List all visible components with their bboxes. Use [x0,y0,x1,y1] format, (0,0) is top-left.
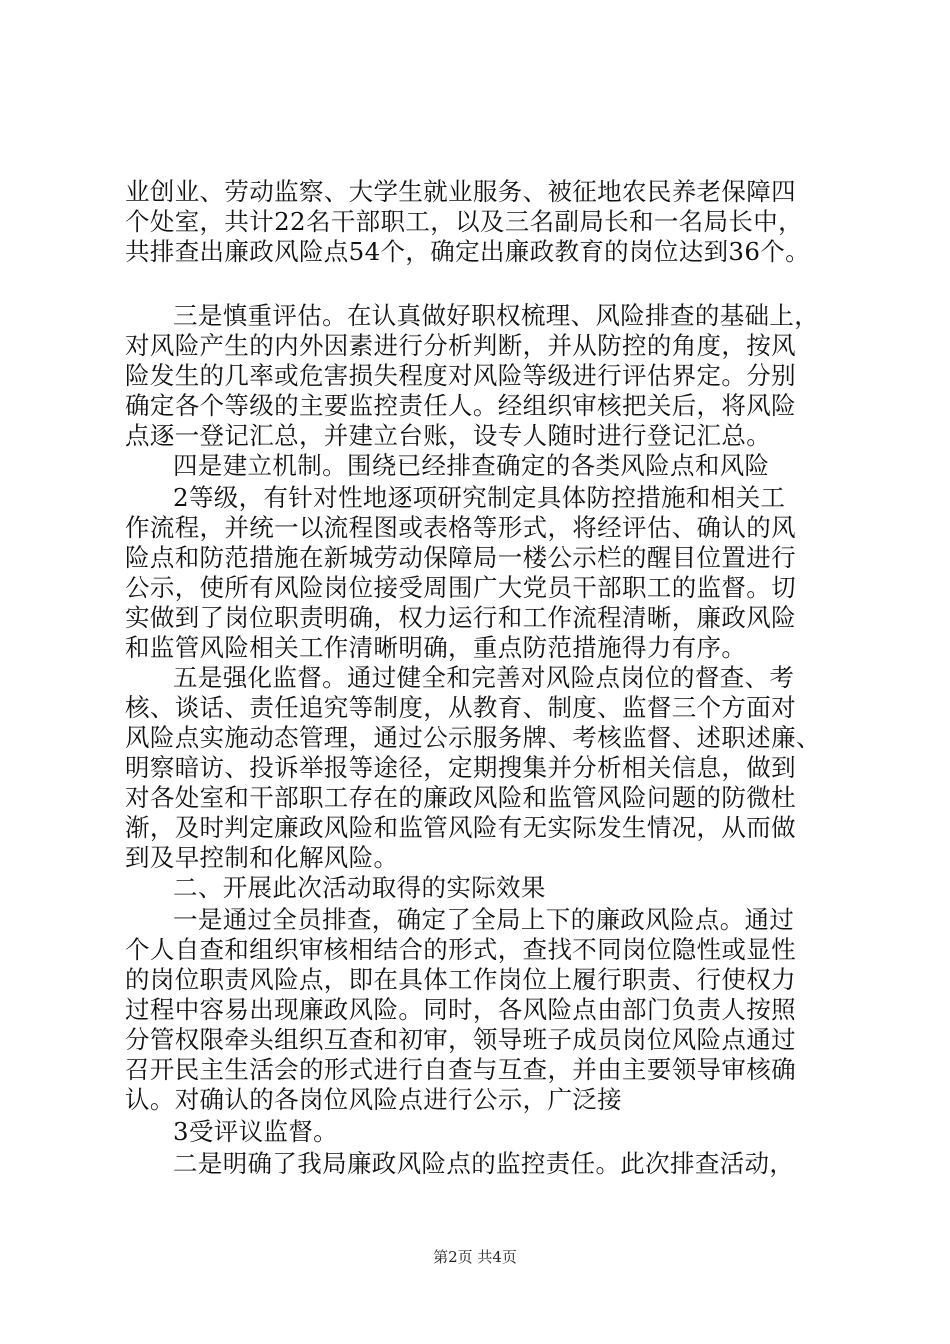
text-line: 个人自查和组织审核相结合的形式，查找不同岗位隐性或显性 [125,935,796,964]
text-line: 确定各个等级的主要监控责任人。经组织审核把关后，将风险 [125,391,796,420]
text-line: 认。对确认的各岗位风险点进行公示，广泛接 [125,1085,622,1114]
text-line: 险发生的几率或危害损失程度对风险等级进行评估界定。分别 [125,361,796,390]
text-line: 共排查出廉政风险点54个，确定出廉政教育的岗位达到36个。 [125,237,810,266]
text-line: 公示，使所有风险岗位接受周围广大党员干部职工的监督。切 [125,573,796,602]
text-line: 对各处室和干部职工存在的廉政风险和监管风险问题的防微杜 [125,783,796,812]
text-line: 作流程，并统一以流程图或表格等形式，将经评估、确认的风 [125,513,796,542]
text-line: 核、谈话、责任追究等制度，从教育、制度、监督三个方面对 [125,693,796,722]
text-line: 明察暗访、投诉举报等途径，定期搜集并分析相关信息，做到 [125,753,796,782]
text-line: 渐，及时判定廉政风险和监管风险有无实际发生情况，从而做 [125,813,796,842]
section-heading: 二、开展此次活动取得的实际效果 [173,873,546,902]
text-line: 到及早控制和化解风险。 [125,843,399,872]
text-line: 分管权限牵头组织互查和初审，领导班子成员岗位风险点通过 [125,1025,796,1054]
text-line: 的岗位职责风险点，即在具体工作岗位上履行职责、行使权力 [125,965,796,994]
text-line: 险点和防范措施在新城劳动保障局一楼公示栏的醒目位置进行 [125,543,796,572]
text-line: 二是明确了我局廉政风险点的监控责任。此次排查活动， [173,1149,795,1178]
text-line: 一是通过全员排查，确定了全局上下的廉政风险点。通过 [173,905,795,934]
text-line: 3受评议监督。 [173,1117,339,1146]
text-line: 业创业、劳动监察、大学生就业服务、被征地农民养老保障四 [125,177,796,206]
text-line: 召开民主生活会的形式进行自查与互查，并由主要领导审核确 [125,1055,796,1084]
text-line: 四是建立机制。围绕已经排查确定的各类风险点和风险 [173,451,770,480]
text-line: 三是慎重评估。在认真做好职权梳理、风险排查的基础上， [173,301,820,330]
text-line: 个处室，共计22名干部职工，以及三名副局长和一名局长中， [125,207,803,236]
text-line: 五是强化监督。通过健全和完善对风险点岗位的督查、考 [173,663,795,692]
text-line: 过程中容易出现廉政风险。同时，各风险点由部门负责人按照 [125,995,796,1024]
text-line: 和监管风险相关工作清晰明确，重点防范措施得力有序。 [125,633,747,662]
text-line: 2等级，有针对性地逐项研究制定具体防控措施和相关工 [173,483,786,512]
text-line: 实做到了岗位职责明确，权力运行和工作流程清晰，廉政风险 [125,603,796,632]
text-line: 风险点实施动态管理，通过公示服务牌、考核监督、述职述廉、 [125,723,821,752]
page-footer: 第2页 共4页 [433,1248,517,1266]
text-line: 对风险产生的内外因素进行分析判断，并从防控的角度，按风 [125,331,796,360]
text-line: 点逐一登记汇总，并建立台账，设专人随时进行登记汇总。 [125,421,772,450]
